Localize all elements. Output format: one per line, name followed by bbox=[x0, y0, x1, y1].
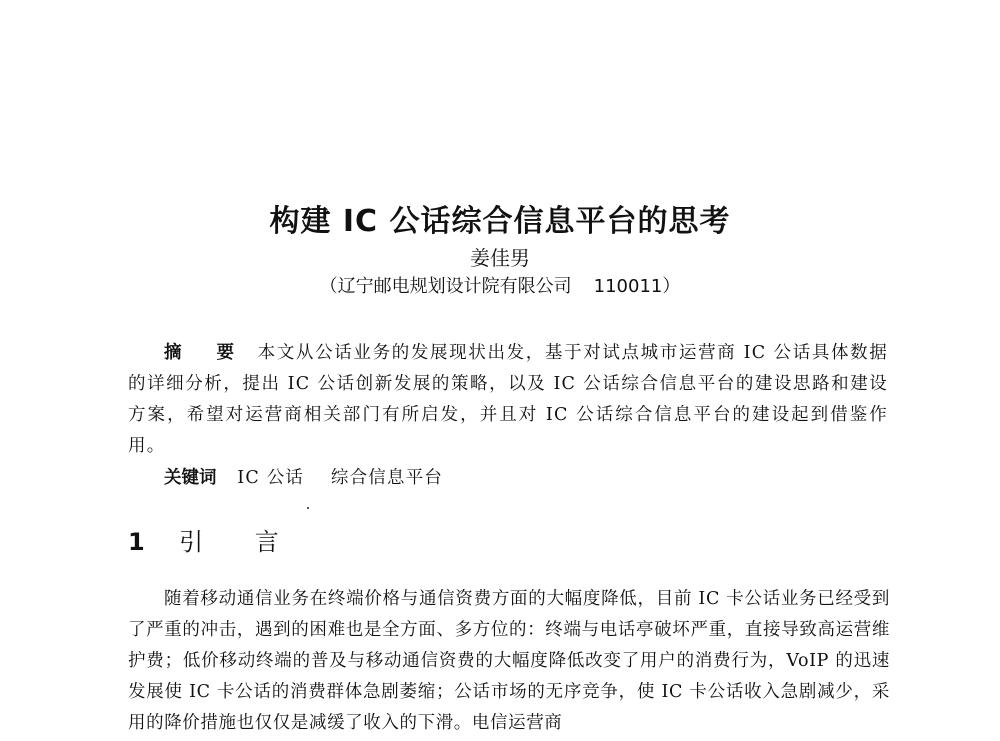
section-number: 1 bbox=[128, 528, 145, 556]
paper-title: 构建 IC 公话综合信息平台的思考 bbox=[269, 204, 731, 239]
affiliation-postcode: 110011） bbox=[593, 276, 681, 297]
keywords-line bbox=[164, 464, 463, 492]
stray-mark bbox=[307, 507, 309, 509]
abstract-label: 摘 要 bbox=[164, 343, 249, 363]
body-paragraph: 随着移动通信业务在终端价格与通信资费方面的大幅度降低，目前 IC 卡公话业务已经受到了严重的冲击，遇到的困难也是全方面、多方位的：终端与电话亭破坏严重，直接导致高运营维护费；低价移动终端的普及与移动通信资费的大幅度降低改变了用户的消费行为，VoIP 的迅速发展使 IC 卡公话的消费群体急剧萎缩；公话市场的无序竞争，使 IC 卡公话收入急剧减少，采用的降价措施也仅仅是减缓了收入的下滑。电信运营商 bbox=[128, 589, 890, 733]
keywords-label: 关键词 bbox=[164, 468, 217, 488]
abstract-text: 本文从公话业务的发展现状出发，基于对试点城市运营商 IC 公话具体数据的详细分析，提出 IC 公话创新发展的策略，以及 IC 公话综合信息平台的建设思路和建设方案，希望对运营商相关部门有所启发，并且对 IC 公话综合信息平台的建设起到借鉴作用。 bbox=[128, 343, 889, 456]
author-name: 姜佳男 bbox=[470, 246, 530, 270]
section-title: 引 言 bbox=[179, 528, 301, 556]
affiliation-name: （辽宁邮电规划设计院有限公司 bbox=[319, 276, 572, 297]
section-heading bbox=[128, 522, 301, 557]
keyword-item: 综合信息平台 bbox=[330, 468, 444, 488]
author-affiliation bbox=[0, 272, 1000, 298]
keyword-item: IC 公话 bbox=[237, 468, 305, 488]
abstract bbox=[128, 338, 888, 462]
